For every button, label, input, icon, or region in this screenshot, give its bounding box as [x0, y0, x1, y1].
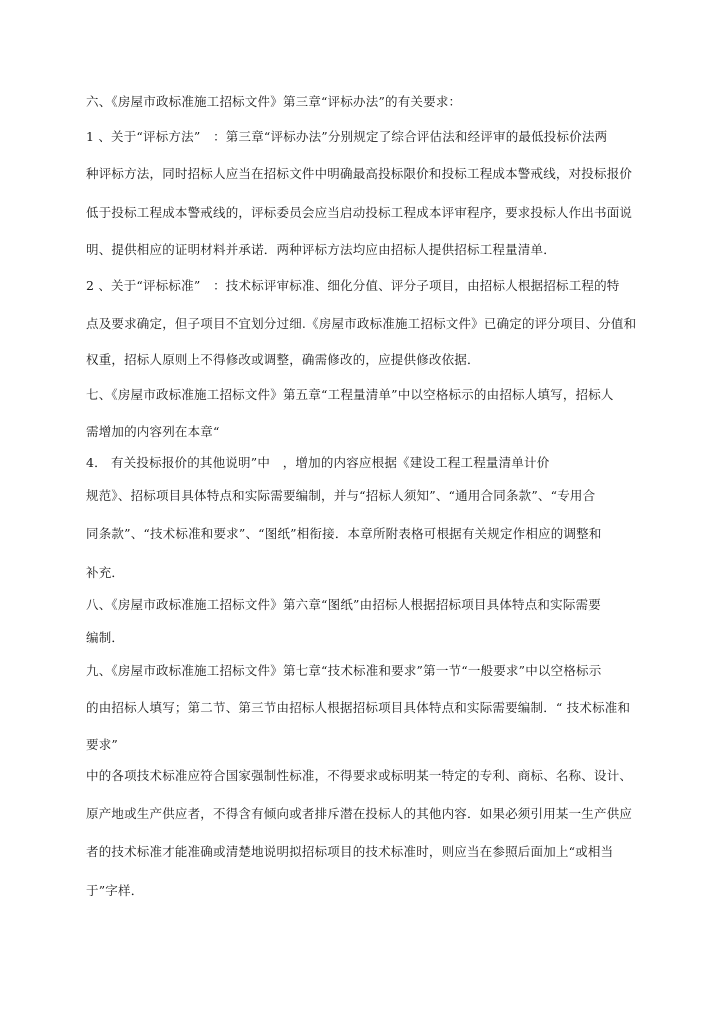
- text-line: 点及要求确定，但子项目不宜划分过细.《房屋市政标准施工招标文件》已确定的评分项目、分值和: [86, 316, 637, 331]
- text-line: 2 、关于“评标标准” ：技术标评审标准、细化分值、评分子项目，由招标人根据招标工程的特: [86, 278, 620, 293]
- text-line: 要求”: [86, 737, 118, 752]
- text-line: 的由招标人填写；第二节、第三节由招标人根据招标项目具体特点和实际需要编制．“ 技术标准和: [86, 700, 631, 715]
- text-line: 者的技术标准才能准确或清楚地说明拟招标项目的技术标准时，则应当在参照后面加上“或相当: [86, 844, 614, 859]
- text-line: 种评标方法，同时招标人应当在招标文件中明确最高投标限价和投标工程成本警戒线，对投标报价: [86, 166, 633, 181]
- text-line: 权重，招标人原则上不得修改或调整，确需修改的，应提供修改依据．: [86, 352, 480, 367]
- text-line: 九、《房屋市政标准施工招标文件》第七章“技术标准和要求”第一节“一般要求”中以空格标示: [86, 663, 602, 678]
- text-line: 八、《房屋市政标准施工招标文件》第六章“图纸”由招标人根据招标项目具体特点和实际需要: [86, 597, 601, 612]
- text-line: 编制．: [86, 630, 125, 645]
- text-line: 七、《房屋市政标准施工招标文件》第五章“工程量清单”中以空格标示的由招标人填写，招标人: [86, 387, 614, 402]
- text-line: 中的各项技术标准应符合国家强制性标准，不得要求或标明某一特定的专利、商标、名称、设计、: [86, 768, 633, 783]
- text-line: 同条款”、“技术标准和要求”、“图纸”相衔接．本章所附表格可根据有关规定作相应的调整和: [86, 526, 602, 541]
- text-line: 补充．: [86, 565, 125, 580]
- text-line: 低于投标工程成本警戒线的，评标委员会应当启动投标工程成本评审程序，要求投标人作出书面说: [86, 205, 633, 220]
- text-line: 六、《房屋市政标准施工招标文件》第三章“评标办法”的有关要求：: [86, 94, 462, 109]
- text-line: 原产地或生产供应者，不得含有倾向或者排斥潜在投标人的其他内容．如果必须引用某一生产供应: [86, 806, 633, 821]
- text-line: 1 、关于“评标方法” ：第三章“评标办法”分别规定了综合评估法和经评审的最低投标价法两: [86, 129, 608, 144]
- text-line: 需增加的内容列在本章“: [86, 424, 220, 439]
- text-line: 规范》、招标项目具体特点和实际需要编制，并与“招标人须知”、“通用合同条款”、“专用合: [86, 488, 596, 503]
- text-line: 明、提供相应的证明材料并承诺．两种评标方法均应由招标人提供招标工程量清单．: [86, 242, 556, 257]
- text-line: 4． 有关投标报价的其他说明”中 ，增加的内容应根据《建设工程工程量清单计价: [86, 455, 550, 470]
- text-line: 于”字样．: [86, 883, 144, 898]
